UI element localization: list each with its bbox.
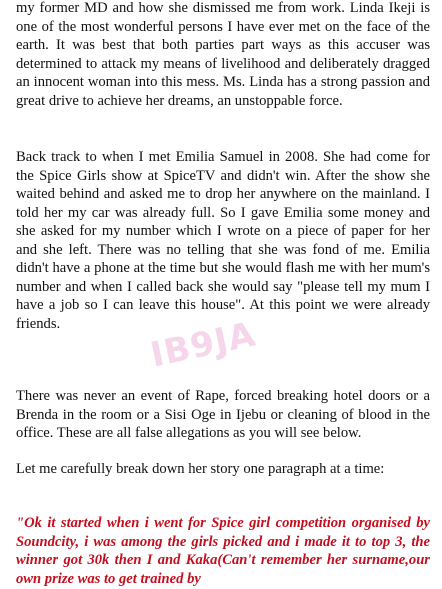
watermark-logo: IB9JA bbox=[147, 314, 260, 376]
paragraph-linda-ikeji: my former MD and how she dismissed me from work. Linda Ikeji is one of the most wonderful persons I have ever met on the face of the earth. It was best that both parties part ways as this accuser was determined to attack my means of livelihood and deliberately dragged an innocent woman into this mess. Ms. Linda has a strong passion and great drive to achieve her dreams, an unstoppable force. bbox=[16, 0, 430, 109]
paragraph-emilia-samuel: Back track to when I met Emilia Samuel in 2008. She had come for the Spice Girls show at SpiceTV and didn't win. After the show she waited behind and asked me to drop her anywhere on the mainland. I told her my car was already full. So I gave Emilia some money and she asked for my number which I wrote on a piece of paper for her and she left. There was no telling that she was fond of me. Emilia didn't have a phone at the time but she would flash me with her mum's number and when I called back she would say "please tell my mum I have a job so I can leave this house". At this point we were already friends. bbox=[16, 149, 430, 332]
quoted-story: "Ok it started when i went for Spice girl competition organised by Soundcity, i was among the girls picked and i made it to top 3, the winner got 30k then I and Kaka(Can't remember her surname,our own prize was to get trained by bbox=[16, 515, 430, 587]
paragraph-break-down: Let me carefully break down her story one paragraph at a time: bbox=[16, 461, 385, 477]
paragraph-false-allegations: There was never an event of Rape, forced breaking hotel doors or a Brenda in the room or a Sisi Oge in Ijebu or cleaning of blood in the office. These are all false allegations as you will see below. bbox=[16, 388, 430, 441]
